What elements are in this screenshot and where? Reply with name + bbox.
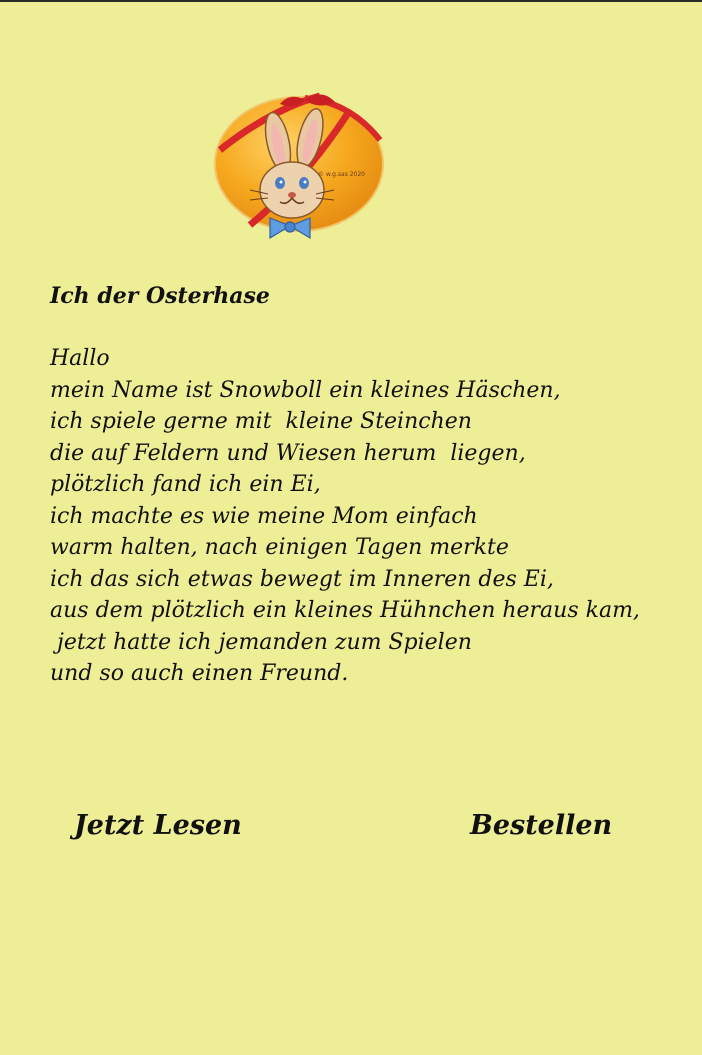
poem-line: jetzt hatte ich jemanden zum Spielen — [50, 629, 472, 655]
poem-line: mein Name ist Snowboll ein kleines Häschen, — [50, 377, 561, 403]
poem-line: warm halten, nach einigen Tagen merkte — [50, 535, 509, 560]
poem-line: ich das sich etwas bewegt im Inneren des Ei, — [50, 566, 554, 592]
poem-line: ich machte es wie meine Mom einfach — [50, 503, 478, 529]
poem-text — [50, 343, 640, 690]
poem-title: Ich der Osterhase — [50, 283, 270, 309]
poem-line: plötzlich fand ich ein Ei, — [50, 472, 321, 497]
poem-line: die auf Feldern und Wiesen herum liegen, — [50, 440, 526, 466]
read-now-link[interactable]: Jetzt Lesen — [74, 810, 242, 841]
poem-line: und so auch einen Freund. — [50, 661, 349, 686]
poem-line: Hallo — [50, 346, 110, 371]
order-link[interactable]: Bestellen — [470, 810, 613, 841]
logo-copyright-text: © w.g.sas 2020 — [318, 171, 365, 178]
poem-line: ich spiele gerne mit kleine Steinchen — [50, 409, 472, 434]
easter-bunny-egg-icon — [210, 90, 388, 246]
top-border — [0, 0, 702, 2]
poem-line: aus dem plötzlich ein kleines Hühnchen heraus kam, — [50, 598, 640, 623]
